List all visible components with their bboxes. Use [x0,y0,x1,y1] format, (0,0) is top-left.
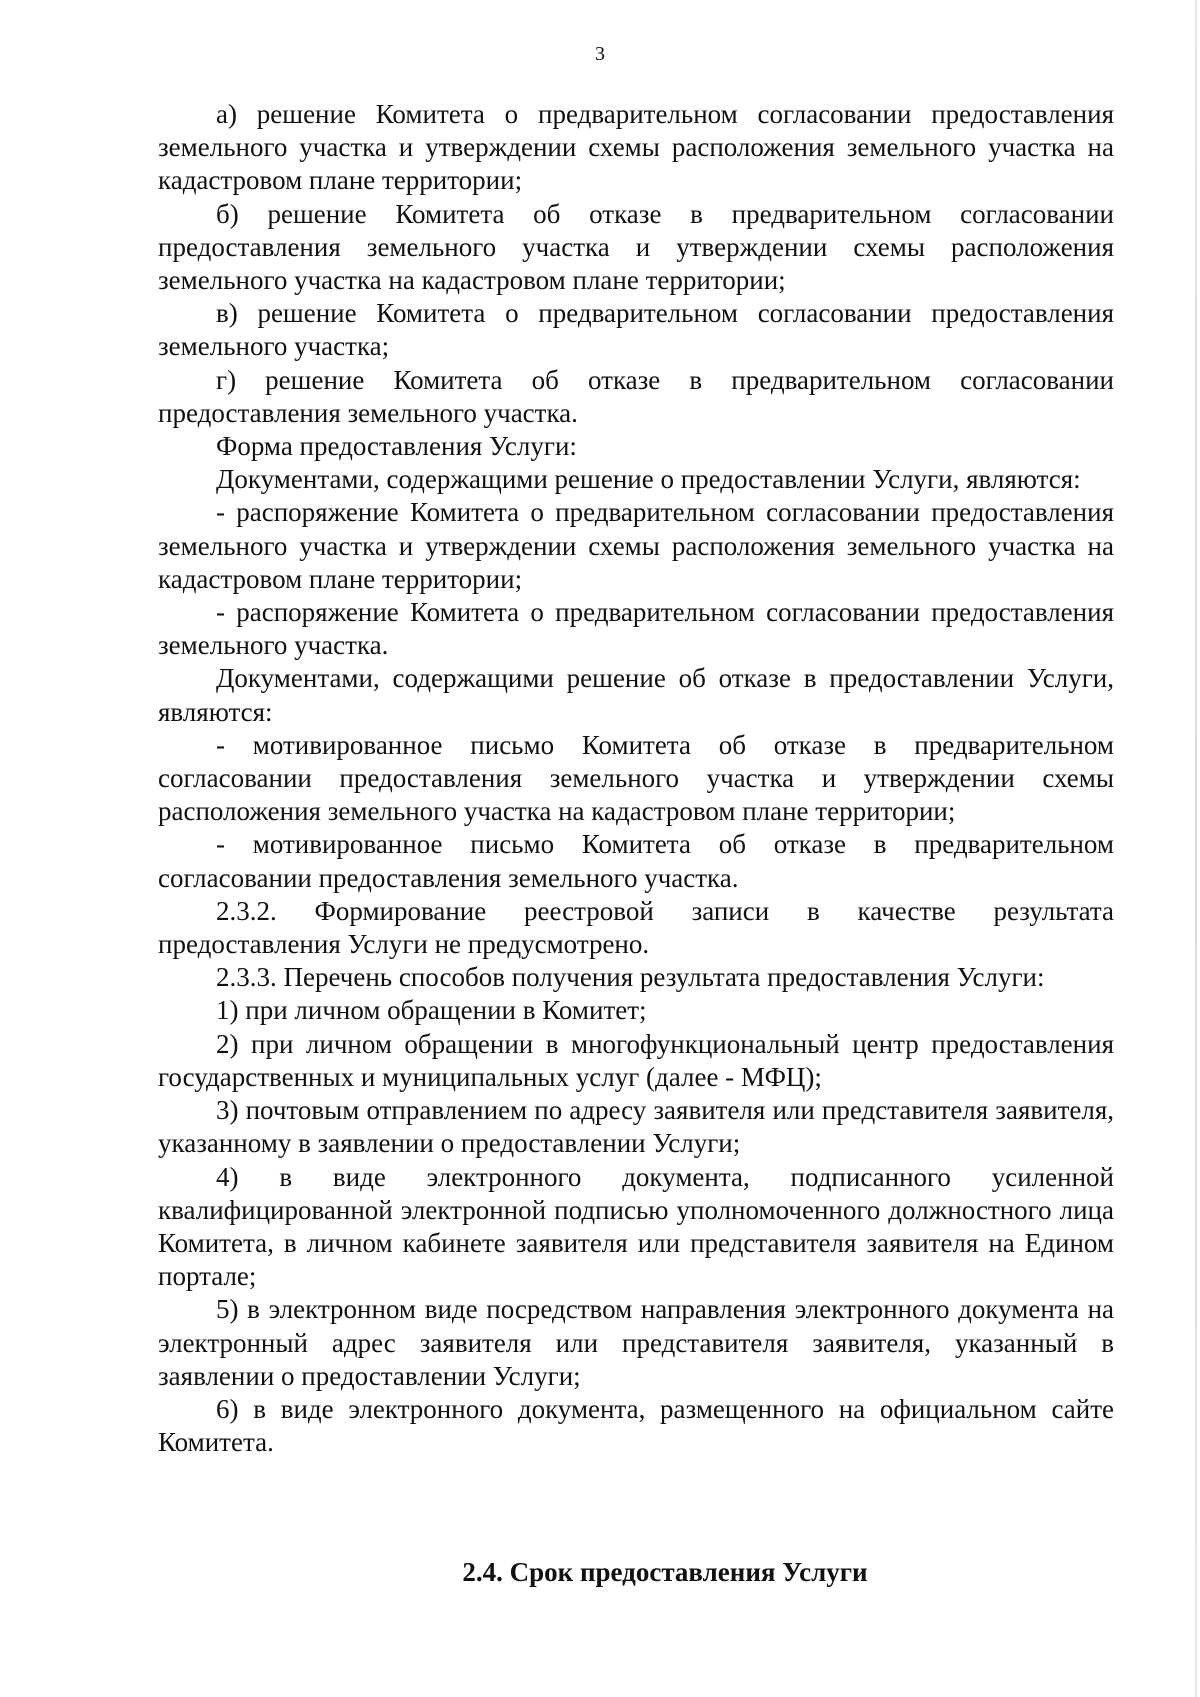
paragraph-method-5: 5) в электронном виде посредством направления электронного документа на электронный адрес заявителя или представителя заявителя, указанный в заявлении о предоставлении Услуги; [158,1294,1114,1391]
paragraph-method-2: 2) при личном обращении в многофункциональный центр предоставления государственных и муниципальных услуг (далее - МФЦ); [158,1028,1114,1092]
page-number: 3 [595,43,605,65]
paragraph-a: а) решение Комитета о предварительном согласовании предоставления земельного участка и утверждении схемы расположения земельного участка на кадастровом плане территории; [158,99,1114,196]
paragraph-2-3-2: 2.3.2. Формирование реестровой записи в качестве результата предоставления Услуги не предусмотрено. [158,895,1114,960]
paragraph-method-1: 1) при личном обращении в Комитет; [216,995,647,1026]
paragraph-b: б) решение Комитета об отказе в предварительном согласовании предоставления земельного участка и утверждении схемы расположения земельного участка на кадастровом плане территории; [158,198,1114,296]
paragraph-positive-doc-2: - распоряжение Комитета о предварительном согласовании предоставления земельного участка. [158,597,1114,661]
paragraph-method-3: 3) почтовым отправлением по адресу заявителя или представителя заявителя, указанному в заявлении о предоставлении Услуги; [158,1095,1114,1159]
paragraph-positive-doc-1: - распоряжение Комитета о предварительном согласовании предоставления земельного участка и утверждении схемы расположения земельного участка на кадастровом плане территории; [158,497,1114,594]
section-heading: 2.4. Срок предоставления Услуги [462,1557,868,1587]
page-edge-shadow [1195,0,1197,1697]
paragraph-positive-docs-intro: Документами, содержащими решение о предоставлении Услуги, являются: [216,464,1081,495]
paragraph-2-3-3: 2.3.3. Перечень способов получения результата предоставления Услуги: [216,962,1045,993]
paragraph-method-6: 6) в виде электронного документа, размещенного на официальном сайте Комитета. [158,1393,1114,1458]
paragraph-service-form: Форма предоставления Услуги: [216,431,577,462]
paragraph-g: г) решение Комитета об отказе в предварительном согласовании предоставления земельного участка. [158,364,1114,428]
paragraph-refusal-docs-intro: Документами, содержащими решение об отказе в предоставлении Услуги, являются: [158,663,1114,727]
paragraph-v: в) решение Комитета о предварительном согласовании предоставления земельного участка; [158,298,1114,362]
document-body [158,98,1114,1459]
paragraph-refusal-doc-1: - мотивированное письмо Комитета об отказе в предварительном согласовании предоставления земельного участка и утверждении схемы расположения земельного участка на кадастровом плане территории; [158,729,1114,827]
paragraph-refusal-doc-2: - мотивированное письмо Комитета об отказе в предварительном согласовании предоставления земельного участка. [158,829,1114,893]
paragraph-method-4: 4) в виде электронного документа, подписанного усиленной квалифицированной электронной подписью уполномоченного должностного лица Комитета, в личном кабинете заявителя или представителя заявителя на Едином портале; [158,1161,1114,1292]
